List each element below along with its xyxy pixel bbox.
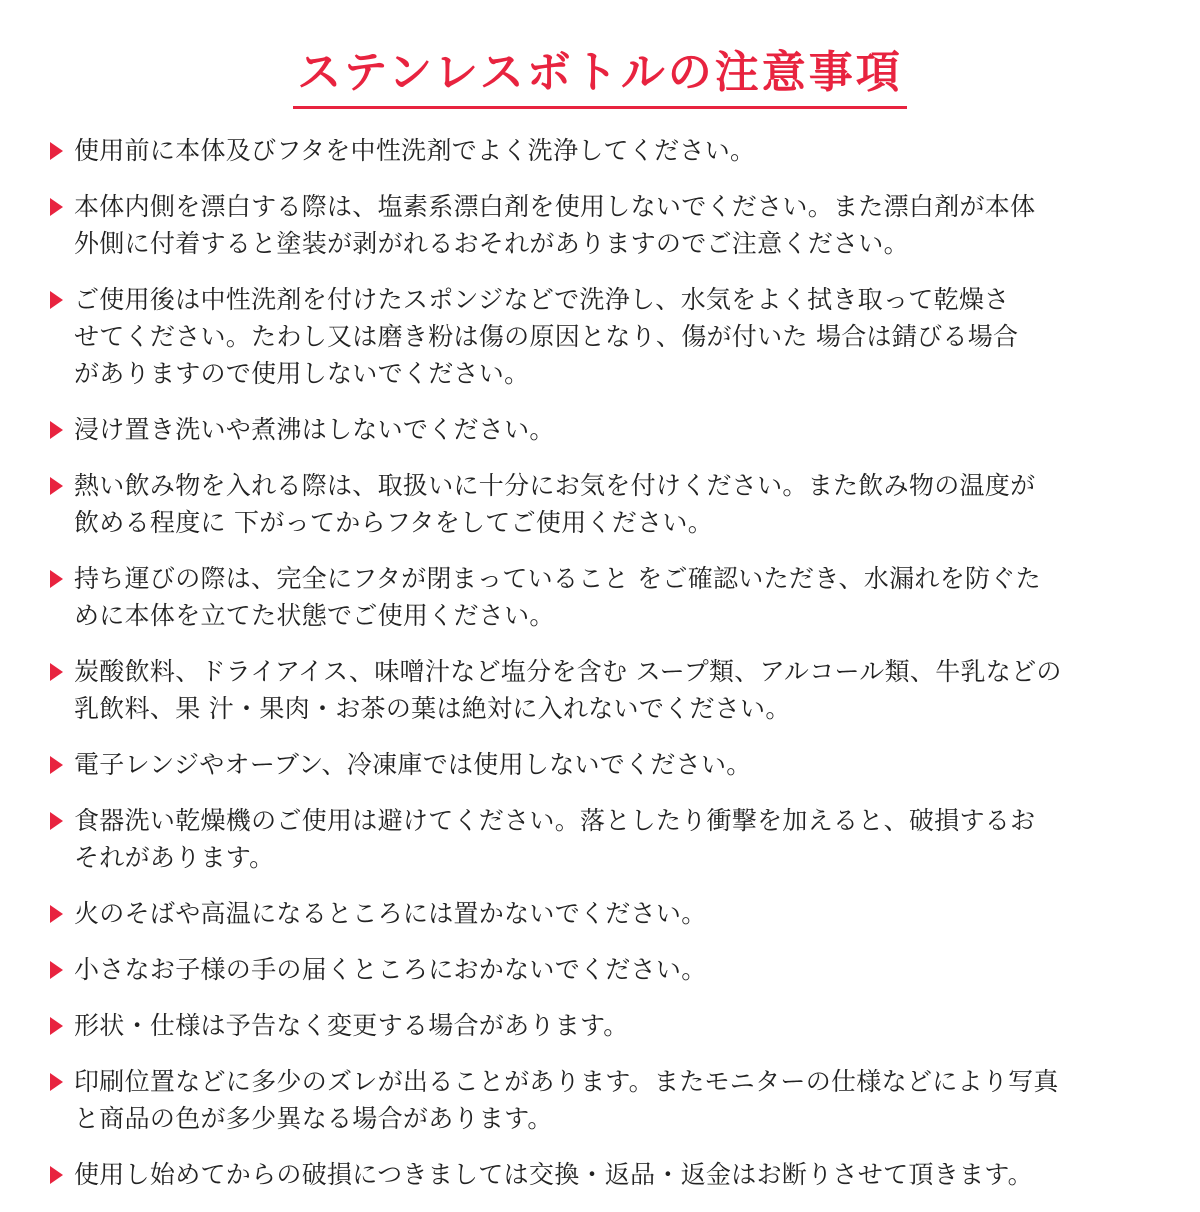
caution-item [46, 746, 1166, 783]
caution-text: 熱い飲み物を入れる際は、取扱いに十分にお気を付けください。また飲み物の温度が 飲める程度に 下がってからフタをしてご使用ください。 [74, 471, 1036, 537]
caution-text: 炭酸飲料、ドライアイス、味噌汁など塩分を含む スープ類、アルコール類、牛乳などの 乳飲料、果 汁・果肉・お茶の葉は絶対に入れないでください。 [74, 657, 1062, 723]
caution-item [46, 467, 1166, 541]
triangle-bullet-icon [50, 291, 63, 309]
triangle-bullet-icon [50, 663, 63, 681]
caution-text: 電子レンジやオーブン、冷凍庫では使用しないでください。 [74, 750, 752, 779]
caution-item [46, 895, 1166, 932]
caution-item [46, 802, 1166, 876]
caution-list [46, 132, 1166, 1212]
triangle-bullet-icon [50, 905, 63, 923]
caution-item [46, 411, 1166, 448]
triangle-bullet-icon [50, 756, 63, 774]
caution-text: 食器洗い乾燥機のご使用は避けてください。落としたり衝撃を加えると、破損するお それがあります。 [74, 806, 1036, 872]
caution-text: 火のそばや高温になるところには置かないでください。 [74, 899, 707, 928]
caution-item [46, 1156, 1166, 1193]
caution-text: 浸け置き洗いや煮沸はしないでください。 [74, 415, 555, 444]
caution-text: ご使用後は中性洗剤を付けたスポンジなどで洗浄し、水気をよく拭き取って乾燥さ せてください。たわし又は磨き粉は傷の原因となり、傷が付いた 場合は錆びる場合 がありますので使用しないでください。 [74, 285, 1019, 388]
caution-text: 形状・仕様は予告なく変更する場合があります。 [74, 1011, 629, 1040]
caution-item [46, 560, 1166, 634]
caution-item [46, 653, 1166, 727]
triangle-bullet-icon [50, 1073, 63, 1091]
caution-item [46, 951, 1166, 988]
triangle-bullet-icon [50, 421, 63, 439]
triangle-bullet-icon [50, 198, 63, 216]
triangle-bullet-icon [50, 1166, 63, 1184]
triangle-bullet-icon [50, 961, 63, 979]
triangle-bullet-icon [50, 477, 63, 495]
caution-item [46, 188, 1166, 262]
triangle-bullet-icon [50, 812, 63, 830]
caution-text: 使用し始めてからの破損につきましては交換・返品・返金はお断りさせて頂きます。 [74, 1160, 1033, 1189]
triangle-bullet-icon [50, 570, 63, 588]
title-container [0, 44, 1200, 109]
caution-text: 印刷位置などに多少のズレが出ることがあります。またモニターの仕様などにより写真 と商品の色が多少異なる場合があります。 [74, 1067, 1059, 1133]
caution-text: 持ち運びの際は、完全にフタが閉まっていること をご確認いただき、水漏れを防ぐた めに本体を立てた状態でご使用ください。 [74, 564, 1041, 630]
caution-item [46, 281, 1166, 392]
caution-text: 小さなお子様の手の届くところにおかないでください。 [74, 955, 707, 984]
triangle-bullet-icon [50, 142, 63, 160]
caution-item [46, 1007, 1166, 1044]
caution-text: 使用前に本体及びフタを中性洗剤でよく洗浄してください。 [74, 136, 756, 165]
caution-text: 本体内側を漂白する際は、塩素系漂白剤を使用しないでください。また漂白剤が本体 外側に付着すると塗装が剥がれるおそれがありますのでご注意ください。 [74, 192, 1036, 258]
caution-item [46, 132, 1166, 169]
triangle-bullet-icon [50, 1017, 63, 1035]
caution-item [46, 1063, 1166, 1137]
page-title: ステンレスボトルの注意事項 [293, 44, 907, 109]
